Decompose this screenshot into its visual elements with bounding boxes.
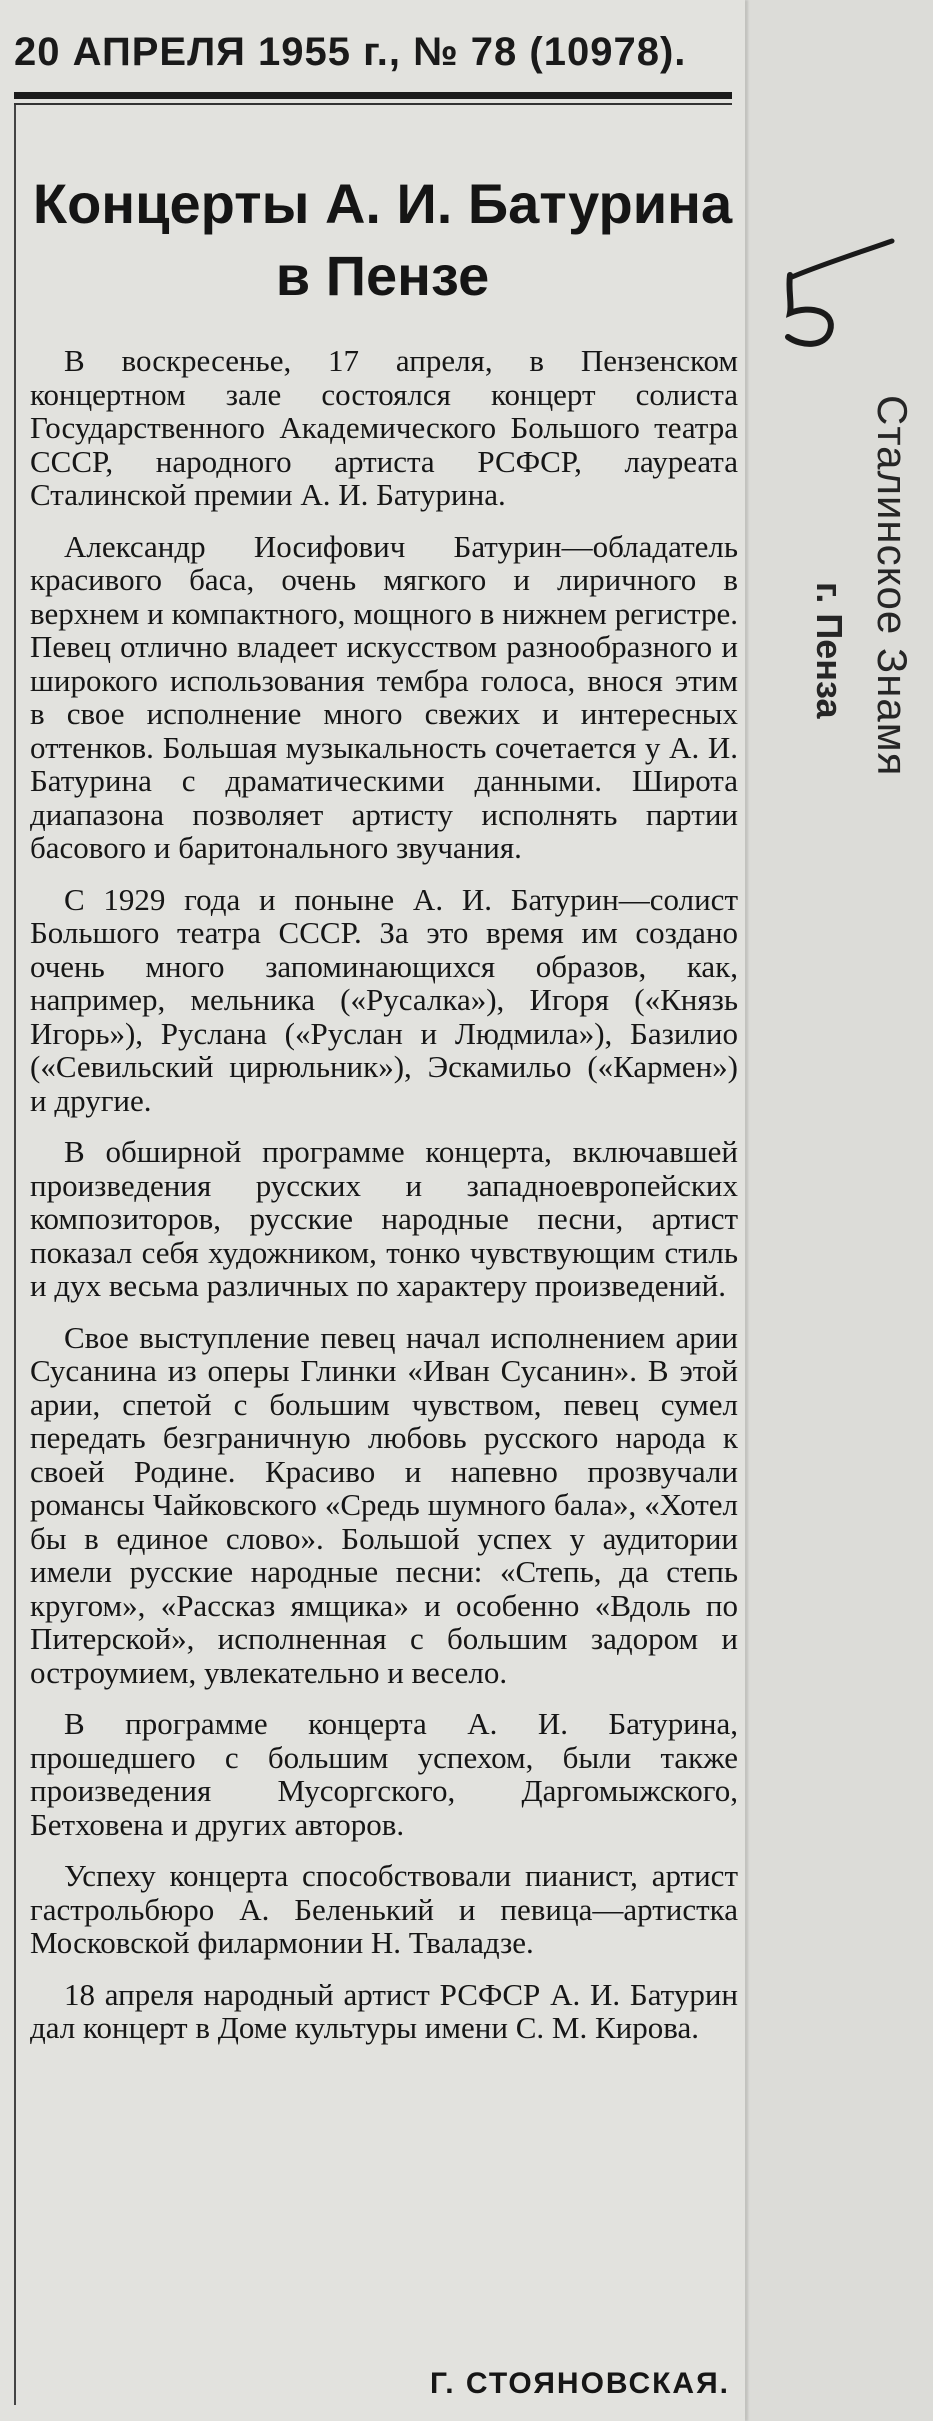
article-paragraph: В обширной программе концерта, включавшей произведения русских и западноевропейских композиторов, русские народные песни, артист показал себя художником, тонко чувствующим стиль и дух весьма различных по характеру произведений. — [30, 1134, 738, 1303]
source-newspaper-name: Сталинское Знамя — [869, 395, 916, 777]
article-paragraph: 18 апреля народный артист РСФСР А. И. Батурин дал концерт в Доме культуры имени С. М. Кирова. — [30, 1976, 738, 2045]
article-body — [30, 344, 738, 2063]
article-paragraph: Успеху концерта способствовали пианист, артист гастрольбюро А. Беленький и певица—артистка Московской филармонии Н. Твaладзе. — [30, 1858, 738, 1960]
article-headline — [20, 168, 745, 312]
header-rule-thin — [14, 103, 732, 105]
author-signature: Г. СТОЯНОВСКАЯ. — [430, 2367, 730, 2400]
header-rule — [14, 92, 732, 99]
article-paragraph: Александр Иосифович Батурин—обладатель красивого баса, очень мягкого и лиричного в верхнем и компактного, мощного в нижнем регистре. Певец отлично владеет искусством разнообразного и широкого использования тембра голоса, внося этим в свое исполнение много свежих и интересных оттенков. Большая музыкальность сочетается у А. И. Батурина с драматическими данными. Широта диапазона позволяет артисту исполнять партии басового и баритонального звучания. — [30, 528, 738, 865]
headline-line-2: в Пензе — [275, 244, 490, 307]
handwritten-page-number — [770, 235, 900, 355]
headline-line-1: Концерты А. И. Батурина — [32, 172, 733, 235]
column-rule — [14, 105, 16, 2405]
source-city: г. Пенза — [809, 582, 850, 719]
article-paragraph: В программе концерта А. И. Батурина, прошедшего с большим успехом, были также произведения Мусоргского, Даргомыжского, Бетховена и других авторов. — [30, 1706, 738, 1842]
article-paragraph: В воскресенье, 17 апреля, в Пензенском концертном зале состоялся концерт солиста Государственного Академического Большого театра СССР, народного артиста РСФСР, лауреата Сталинской премии А. И. Батурина. — [30, 343, 738, 512]
article-paragraph: С 1929 года и поныне А. И. Батурин—солист Большого театра СССР. За это время им создано очень много запоминающихся образов, как, например, мельника («Русалка»), Игоря («Князь Игорь»), Руслана («Руслан и Людмила»), Базилио («Севильский цирюльник»), Эскамильо («Кармен») и другие. — [30, 881, 738, 1118]
article-paragraph: Свое выступление певец начал исполнением арии Сусанина из оперы Глинки «Иван Сусанин». В этой арии, спетой с большим чувством, певец сумел передать безграничную любовь русского народа к своей Родине. Красиво и напевно прозвучали романсы Чайковского «Средь шумного бала», «Хотел бы в единое слово». Большой успех у аудитории имели русские народные песни: «Степь, да степь кругом», «Рассказ ямщика» и особенно «Вдоль по Питерской», исполненная с большим задором и остроумием, увлекательно и весело. — [30, 1319, 738, 1690]
issue-dateline: 20 АПРЕЛЯ 1955 г., № 78 (10978). — [14, 30, 687, 74]
